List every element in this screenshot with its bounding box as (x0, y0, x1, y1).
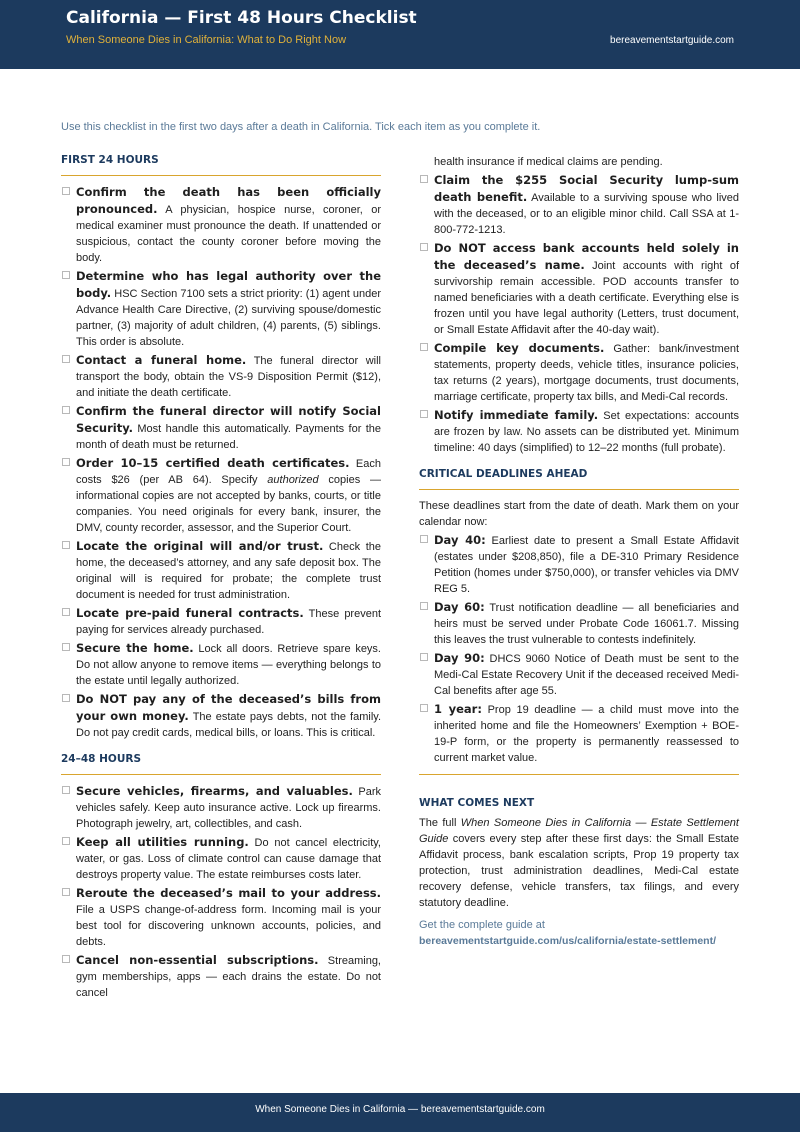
checkbox[interactable] (62, 694, 70, 702)
checklist-item[interactable]: Confirm the death has been officially pronounced. A physician, hospice nurse, coroner, or medical examiner must pronounce the death. If unattended or suspicious, contact the county coroner before moving the body. (61, 184, 381, 266)
guide-link[interactable]: bereavementstartguide.com/us/california/estate-settlement/ (419, 935, 717, 947)
checklist-item[interactable]: Compile key documents. Gather: bank/investment statements, property deeds, vehicle titles, insurance policies, tax returns (2 years), mortgage documents, trust documents, marriage certificate, property tax bills, and Medi-Cal records. (419, 340, 739, 405)
checklist-item[interactable]: Keep all utilities running. Do not cancel electricity, water, or gas. Loss of climate control can cause damage that destroys property value. The estate reimburses costs later. (61, 834, 381, 883)
section-heading-first-24-hours: FIRST 24 HOURS (61, 154, 381, 176)
checkbox[interactable] (420, 535, 428, 543)
checkbox[interactable] (62, 643, 70, 651)
checklist-item[interactable]: Secure vehicles, firearms, and valuables. Park vehicles safely. Keep auto insurance active. Lock up firearms. Photograph jewelry, art, collectibles, and cash. (61, 783, 381, 832)
checklist-item[interactable]: Notify immediate family. Set expectations: accounts are frozen by law. No assets can be distributed yet. Minimum timeline: 40 days (simplified) to 12–22 months (full probate). (419, 407, 739, 456)
left-column (61, 154, 381, 1003)
what-comes-next-text: The full When Someone Dies in California — Estate Settlement Guide covers every step after these first days: the Small Estate Affidavit process, bank escalation scripts, Prop 19 property tax protection, trust administration deadlines, Medi-Cal estate recovery defense, vehicle transfers, tax filings, and every statutory deadline. (419, 817, 739, 909)
page-footer (0, 1093, 800, 1132)
checklist-item[interactable]: Reroute the deceased’s mail to your address. File a USPS change-of-address form. Incoming mail is your best tool for discovering unknown accounts, policies, and debts. (61, 885, 381, 950)
checkbox[interactable] (62, 271, 70, 279)
checklist-item[interactable]: Confirm the funeral director will notify Social Security. Most handle this automatically. Payments for the month of death must be returned. (61, 403, 381, 453)
section-heading-what-comes-next: WHAT COMES NEXT (419, 797, 535, 809)
checkbox[interactable] (420, 410, 428, 418)
checklist-item[interactable]: Determine who has legal authority over the body. HSC Section 7100 sets a strict priority: (1) agent under Advance Health Care Directive, (2) surviving spouse/domestic partner, (3) majority of adult children, (4) parents, (5) siblings. This order is absolute. (61, 268, 381, 350)
checkbox[interactable] (62, 458, 70, 466)
section-heading-critical-deadlines: CRITICAL DEADLINES AHEAD (419, 468, 739, 490)
checkbox[interactable] (420, 653, 428, 661)
footer-text: When Someone Dies in California — bereavementstartguide.com (255, 1104, 545, 1115)
checkbox[interactable] (62, 406, 70, 414)
checklist-item[interactable]: Do NOT access bank accounts held solely in the deceased’s name. Joint accounts with right of survivorship remain accessible. POD accounts transfer to named beneficiaries with a death certificate. Everything else is frozen until you have legal authority (Letters, trust document, or Small Estate Affidavit after the 40-day wait). (419, 240, 739, 338)
checkbox[interactable] (62, 888, 70, 896)
checklist-item-continuation: health insurance if medical claims are pending. (434, 156, 663, 168)
checkbox[interactable] (62, 786, 70, 794)
checklist-item[interactable]: Contact a funeral home. The funeral director will transport the body, obtain the VS-9 Disposition Permit ($12), and initiate the death certificate. (61, 352, 381, 401)
page-header (0, 0, 800, 69)
checkbox[interactable] (420, 343, 428, 351)
checklist-item[interactable]: Locate the original will and/or trust. Check the home, the deceased’s attorney, and any safe deposit box. The original will is required for probate; the complete trust document is needed for trust administration. (61, 538, 381, 603)
cta-label: Get the complete guide at (419, 919, 545, 931)
deadlines-intro: These deadlines start from the date of death. Mark them on your calendar now: (419, 500, 739, 528)
page-title: California — First 48 Hours Checklist (66, 8, 417, 28)
deadline-item[interactable]: Day 40: Earliest date to present a Small Estate Affidavit (estates under $208,850), file a DE-310 Primary Residence Petition (homes under $750,000), or transfer vehicles via DMV REG 5. (419, 532, 739, 597)
checkbox[interactable] (420, 602, 428, 610)
deadline-item[interactable]: Day 90: DHCS 9060 Notice of Death must be sent to the Medi-Cal Estate Recovery Unit if the deceased received Medi-Cal benefits after age 55. (419, 650, 739, 699)
section-divider (419, 774, 739, 775)
checkbox[interactable] (62, 541, 70, 549)
checklist-item[interactable]: Cancel non-essential subscriptions. Streaming, gym memberships, apps — each drains the estate. Do not cancel (61, 952, 381, 1001)
checklist-item[interactable]: Secure the home. Lock all doors. Retrieve spare keys. Do not allow anyone to remove items — everything belongs to the estate until legally authorized. (61, 640, 381, 689)
checkbox[interactable] (62, 837, 70, 845)
checkbox[interactable] (62, 355, 70, 363)
checkbox[interactable] (62, 955, 70, 963)
checkbox[interactable] (420, 704, 428, 712)
deadline-item[interactable]: 1 year: Prop 19 deadline — a child must move into the inherited home and file the Homeowners’ Exemption + BOE-19-P form, or the property is permanently reassessed to current market value. (419, 701, 739, 766)
checkbox[interactable] (62, 608, 70, 616)
section-heading-24-48-hours: 24–48 HOURS (61, 753, 381, 775)
intro-text: Use this checklist in the first two days after a death in California. Tick each item as you complete it. (61, 121, 541, 133)
checklist-item[interactable]: Order 10–15 certified death certificates. Each costs $26 (per AB 64). Specify authorized copies — informational copies are not accepted by banks, courts, or title companies. You need originals for every bank, insurer, the DMV, county recorder, assessor, and the Superior Court. (61, 455, 381, 536)
page-subtitle: When Someone Dies in California: What to Do Right Now (66, 34, 347, 46)
right-column (419, 154, 739, 949)
checkbox[interactable] (62, 187, 70, 195)
checklist-item[interactable]: Locate pre-paid funeral contracts. These prevent paying for services already purchased. (61, 605, 381, 638)
checklist-item[interactable]: Claim the $255 Social Security lump-sum death benefit. Available to a surviving spouse who lived with the deceased, or to an eligible minor child. Call SSA at 1-800-772-1213. (419, 172, 739, 238)
checklist-item[interactable]: Do NOT pay any of the deceased’s bills from your own money. The estate pays debts, not the family. Do not pay credit cards, medical bills, or loans. This is critical. (61, 691, 381, 741)
site-url[interactable]: bereavementstartguide.com (610, 35, 734, 46)
checkbox[interactable] (420, 243, 428, 251)
checkbox[interactable] (420, 175, 428, 183)
deadline-item[interactable]: Day 60: Trust notification deadline — all beneficiaries and heirs must be served under Probate Code 16061.7. Missing this leaves the trust vulnerable to contests indefinitely. (419, 599, 739, 648)
